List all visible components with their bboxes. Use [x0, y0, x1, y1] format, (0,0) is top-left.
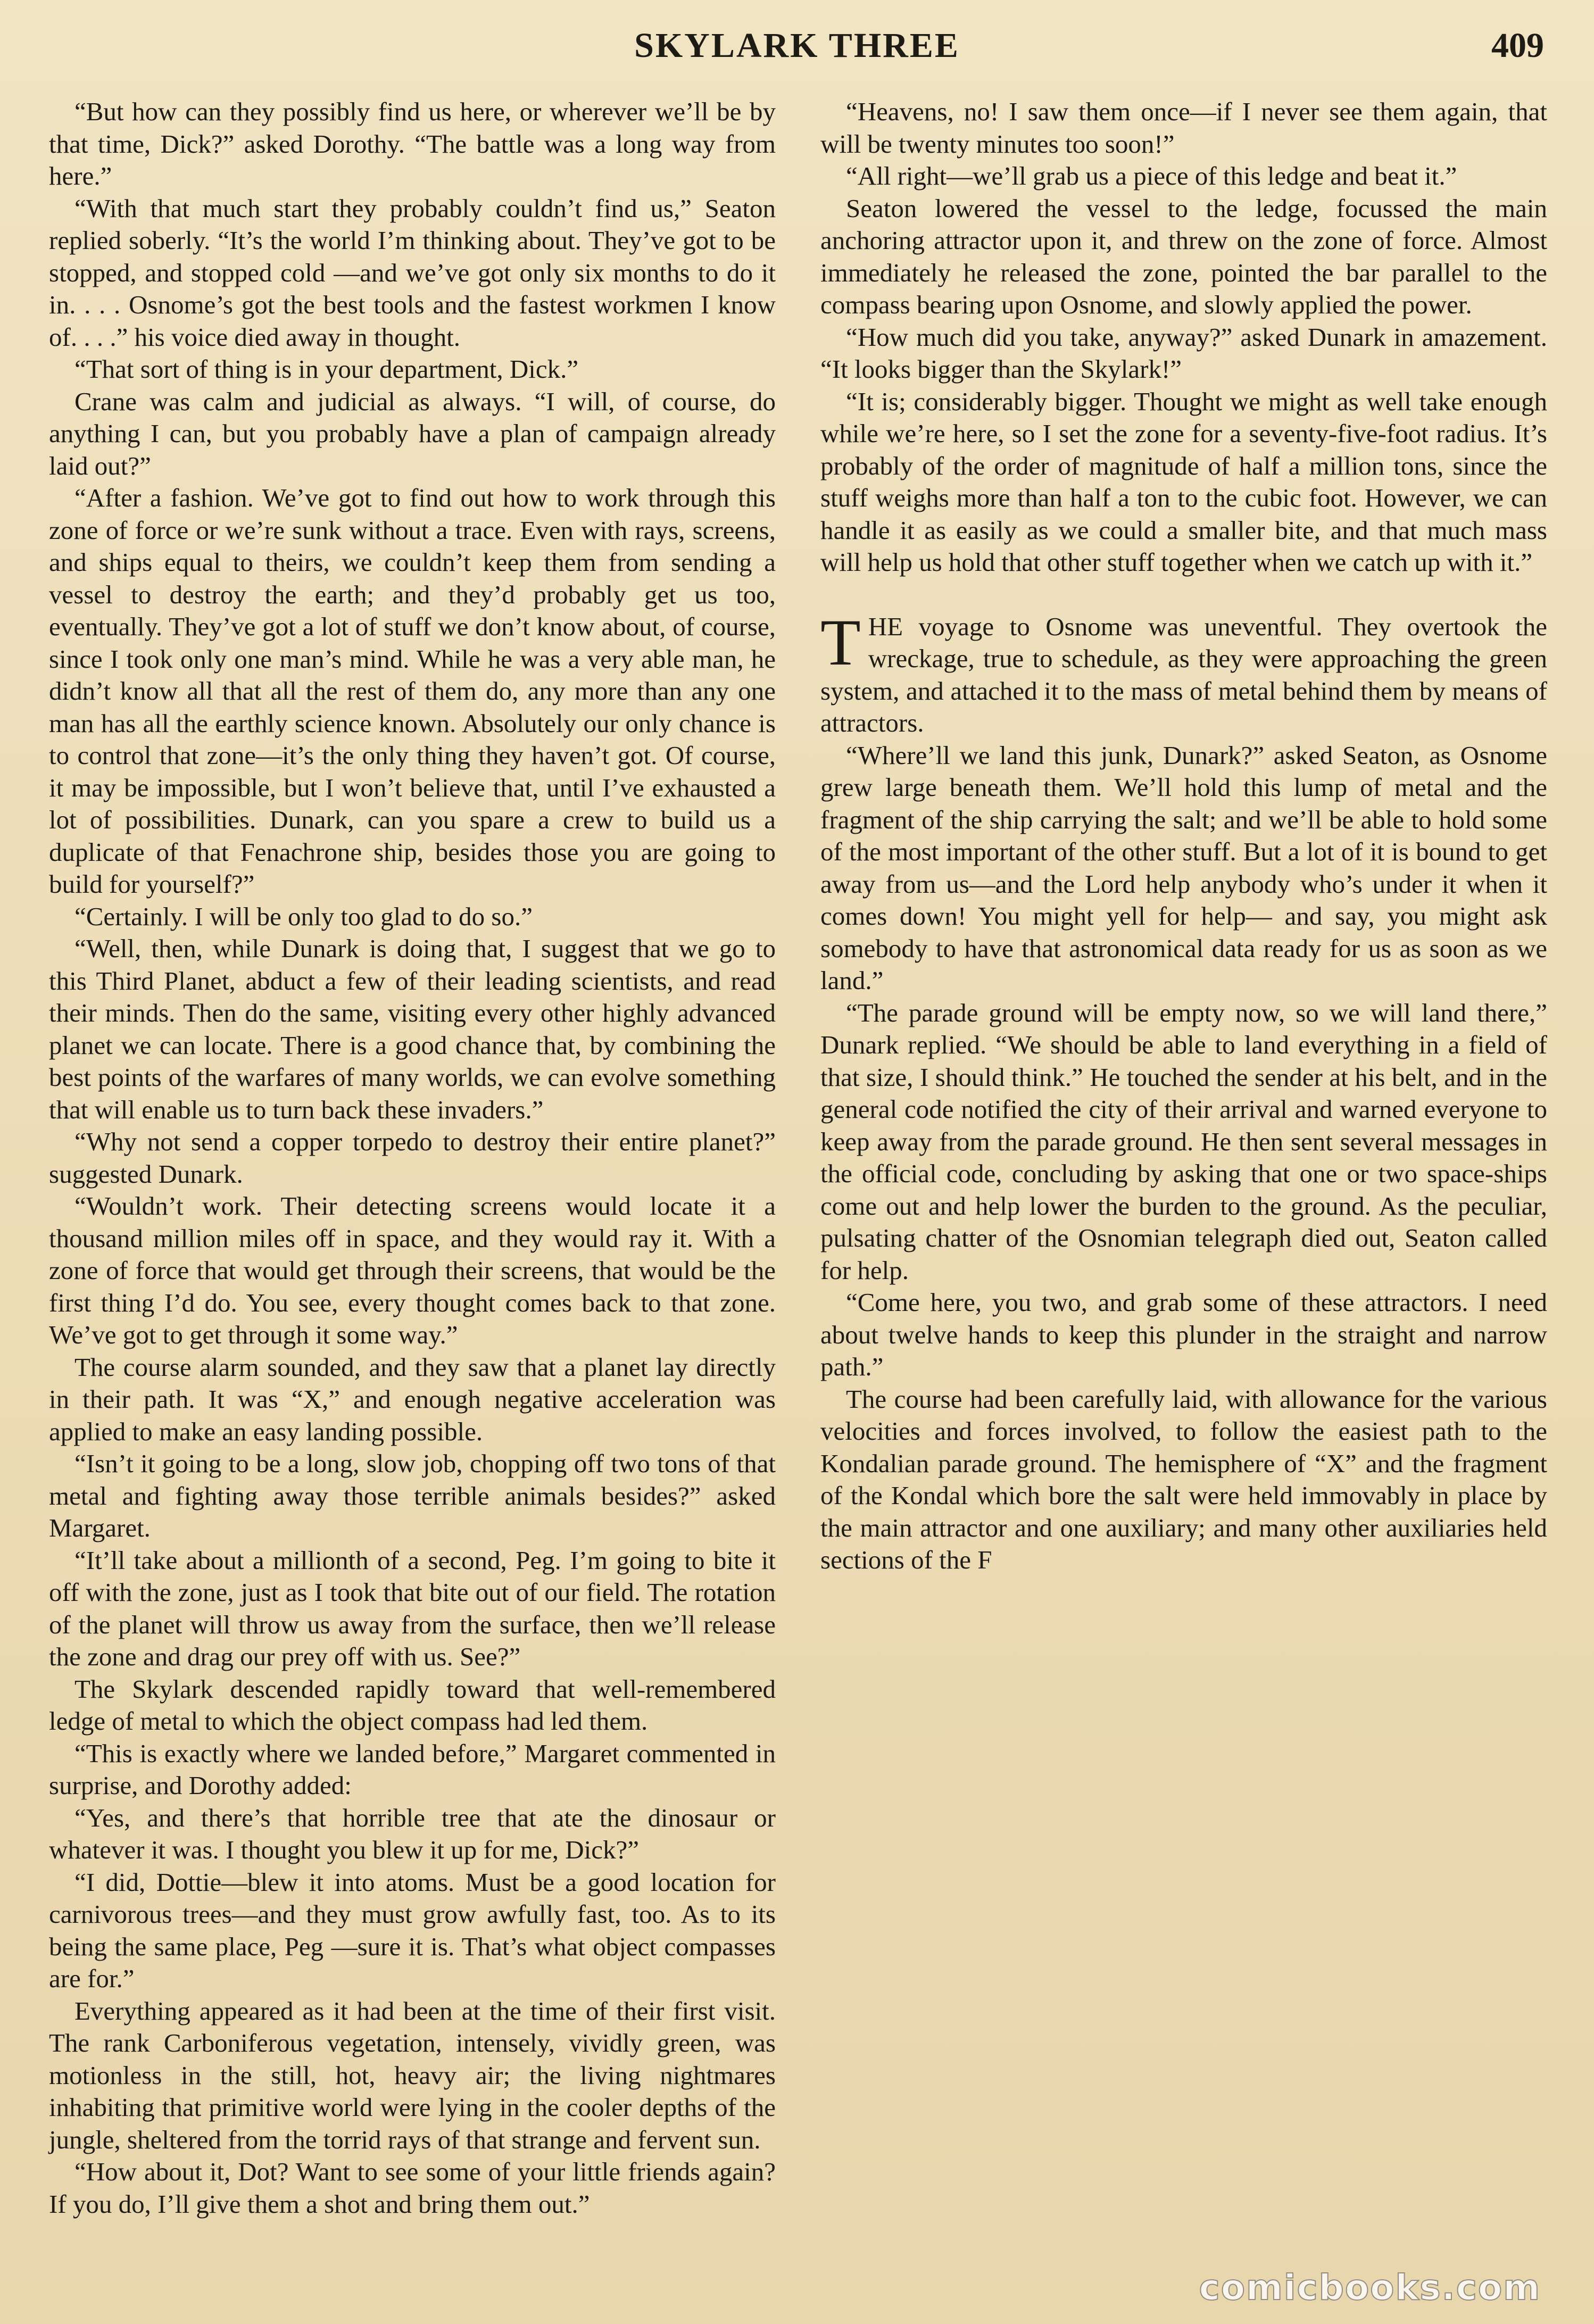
section-opening-paragraph — [820, 605, 1547, 740]
paragraph: “Certainly. I will be only too glad to do so.” — [74, 901, 533, 931]
watermark: comicbooks.com — [1199, 2267, 1541, 2308]
paragraph: “After a fashion. We’ve got to find out how to work through this zone of force or we’re sunk without a trace. Even with rays, screens, and ships equal to theirs, we couldn’t keep them from sending a vessel to destroy the earth; and they’d probably get us too, eventually. They’ve got a lot of stuff we don’t know about, of course, since I took only one man’s mind. While he was a very able man, he didn’t know all that all the rest of them do, any more than any one man has all the earthly science known. Absolutely our only chance is to control that zone—it’s the only thing they haven’t got. Of course, it may be impossible, but I won’t believe that, until I’ve exhausted a lot of possibilities. Dunark, can you spare a crew to build us a duplicate of that Fenachrone ship, besides those you are going to build for yourself?” — [49, 483, 776, 899]
paragraph: “This is exactly where we landed before,” Margaret commented in surprise, and Dorothy added: — [49, 1738, 776, 1800]
paragraph: The Skylark descended rapidly toward that well-remembered ledge of metal to which the object compass had led them. — [49, 1674, 776, 1736]
paragraph: “It is; considerably bigger. Thought we might as well take enough while we’re here, so I set the zone for a seventy-five-foot radius. It’s probably of the order of magnitude of half a million tons, since the stuff weighs more than half a ton to the cubic foot. However, we can handle it as easily as we could a smaller bite, and that much mass will help us hold that other stuff together when we catch up with it.” — [820, 386, 1547, 577]
paragraph: “All right—we’ll grab us a piece of this ledge and beat it.” — [846, 161, 1457, 190]
paragraph: “Yes, and there’s that horrible tree that ate the dinosaur or whatever it was. I thought you blew it up for me, Dick?” — [49, 1803, 776, 1864]
section-opening-text: HE voyage to Osnome was uneventful. They overtook the wreckage, true to schedule, as they were approaching the green system, and attached it to the mass of metal behind them by means of attractors. — [820, 611, 1547, 737]
paragraph: “How about it, Dot? Want to see some of your little friends again? If you do, I’ll give them a shot and bring them out.” — [49, 2157, 776, 2219]
page-number: 409 — [1491, 26, 1544, 65]
paragraph: “Come here, you two, and grab some of these attractors. I need about twelve hands to keep this plunder in the straight and narrow path.” — [820, 1288, 1547, 1381]
paragraph: Seaton lowered the vessel to the ledge, focussed the main anchoring attractor upon it, and threw on the zone of force. Almost immediately he released the zone, pointed the bar parallel to the compass bearing upon Osnome, and slowly applied the power. — [820, 193, 1547, 319]
paragraph: Everything appeared as it had been at the time of their first visit. The rank Carboniferous vegetation, intensely, vividly green, was motionless in the still, hot, heavy air; the living nightmares inhabiting that primitive world were lying in the cooler depths of the jungle, sheltered from the torrid rays of that strange and fervent sun. — [49, 1996, 776, 2154]
paragraph: “With that much start they probably couldn’t find us,” Seaton replied soberly. “It’s the world I’m thinking about. They’ve got to be stopped, and stopped cold —and we’ve got only six months to do it in. . . . Osnome’s got the best tools and the fastest workmen I know of. . . .” his voice died away in thought. — [49, 193, 776, 352]
drop-cap: T — [820, 605, 861, 679]
paragraph: The course had been carefully laid, with allowance for the various velocities and forces involved, to follow the easiest path to the Kondalian parade ground. The hemisphere of “X” and the fragment of the Kondal which bore the salt were held immovably in place by the main attractor and one auxiliary; and many other auxiliaries held sections of the F — [820, 1384, 1547, 1574]
paragraph: “How much did you take, anyway?” asked Dunark in amazement. “It looks bigger than the Skylark!” — [820, 322, 1547, 384]
paragraph: Crane was calm and judicial as always. “I will, of course, do anything I can, but you probably have a plan of campaign already laid out?” — [49, 386, 776, 480]
paragraph: “But how can they possibly find us here, or wherever we’ll be by that time, Dick?” asked Dorothy. “The battle was a long way from here.” — [49, 97, 776, 190]
paragraph: The course alarm sounded, and they saw that a planet lay directly in their path. It was “X,” and enough negative acceleration was applied to make an easy landing possible. — [49, 1352, 776, 1446]
paragraph: “Where’ll we land this junk, Dunark?” asked Seaton, as Osnome grew large beneath them. We’ll hold this lump of metal and the fragment of the ship carrying the salt; and we’ll be able to hold some of the most important of the other stuff. But a lot of it is bound to get away from us—and the Lord help anybody who’s under it when it comes down! You might yell for help— and say, you might ask somebody to have that astronomical data ready for us as soon as we land.” — [820, 740, 1547, 995]
paragraph: “Why not send a copper torpedo to destroy their entire planet?” suggested Dunark. — [49, 1127, 776, 1189]
paragraph: “Well, then, while Dunark is doing that, I suggest that we go to this Third Planet, abduct a few of their leading scientists, and read their minds. Then do the same, visiting every other highly advanced planet we can locate. There is a good chance that, by combining the best points of the warfares of many worlds, we can evolve something that will enable us to turn back these invaders.” — [49, 934, 776, 1124]
paragraph: “Heavens, no! I saw them once—if I never see them again, that will be twenty minutes too soon!” — [820, 97, 1547, 159]
paragraph: “That sort of thing is in your department, Dick.” — [74, 354, 579, 384]
paragraph: “The parade ground will be empty now, so we will land there,” Dunark replied. “We should be able to land everything in a field of that size, I should think.” He touched the sender at his belt, and in the general code notified the city of their arrival and warned everyone to keep away from the parade ground. He then sent several messages in the official code, concluding by asking that one or two space-ships come out and help lower the burden to the ground. As the peculiar, pulsating chatter of the Osnomian telegraph died out, Seaton called for help. — [820, 998, 1547, 1285]
page-header — [48, 26, 1546, 84]
paragraph: “Isn’t it going to be a long, slow job, chopping off two tons of that metal and fighting away those terrible animals besides?” asked Margaret. — [49, 1449, 776, 1542]
story-text — [49, 96, 1547, 2273]
paragraph: “It’ll take about a millionth of a second, Peg. I’m going to bite it off with the zone, just as I took that bite out of our field. The rotation of the planet will throw us away from the surface, then we’ll release the zone and drag our prey off with us. See?” — [49, 1545, 776, 1671]
paragraph: “Wouldn’t work. Their detecting screens would locate it a thousand million miles off in space, and they would ray it. With a zone of force that would get through their screens, that would be the first thing I’d do. You see, every thought comes back to that zone. We’ve got to get through it some way.” — [49, 1191, 776, 1349]
running-title: SKYLARK THREE — [634, 26, 960, 65]
paragraph: “I did, Dottie—blew it into atoms. Must be a good location for carnivorous trees—and they must grow awfully fast, too. As to its being the same place, Peg —sure it is. That’s what object compasses are for.” — [49, 1867, 776, 1993]
